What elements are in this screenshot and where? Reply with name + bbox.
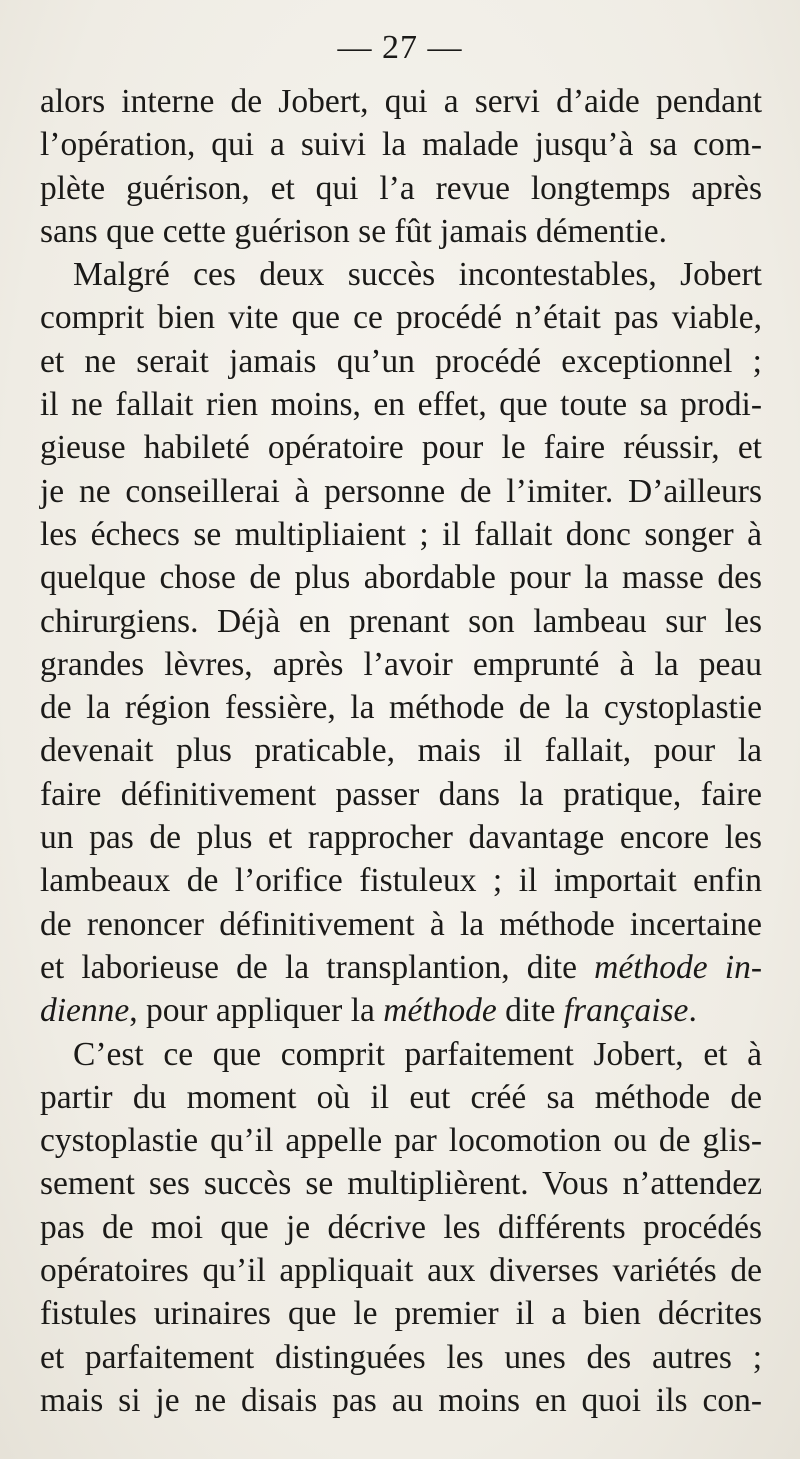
text-line: de renoncer définitivement à la méthode incertaine [40,905,762,943]
text-line: je ne conseillerai à personne de l’imiter. D’ailleurs [40,472,762,510]
text-line: grandes lèvres, après l’avoir emprunté à la peau [40,645,762,683]
paragraph [40,80,762,253]
text-line: et ne serait jamais qu’un procédé exceptionnel ; [40,342,762,380]
text-run: dite [496,992,564,1030]
text-line: les échecs se multipliaient ; il fallait donc songer à [40,515,762,553]
body-text [40,80,762,1422]
text-line: pas de moi que je décrive les différents procédés [40,1208,762,1246]
italic-run: française [563,992,689,1030]
paragraph [40,253,762,1032]
text-line: comprit bien vite que ce procédé n’était pas viable, [40,299,762,337]
text-run: et laborieuse de la transplantion, dite [40,948,595,986]
text-line: quelque chose de plus abordable pour la masse des [40,559,762,597]
text-line: partir du moment où il eut créé sa méthode de [40,1078,762,1116]
text-line: opératoires qu’il appliquait aux diverses variétés de [40,1252,762,1290]
italic-run: méthode [383,992,497,1030]
text-line: plète guérison, et qui l’a revue longtemps après [40,169,762,207]
italic-run: méthode in- [594,948,763,986]
text-line: il ne fallait rien moins, en effet, que toute sa prodi- [40,386,762,424]
text-run: , pour appliquer la [129,992,384,1030]
text-line: alors interne de Jobert, qui a servi d’aide pendant [40,83,762,120]
text-line: fistules urinaires que le premier il a bien décrites [40,1295,762,1333]
text-line: faire définitivement passer dans la pratique, faire [40,775,762,813]
text-line: sans que cette guérison se fût jamais démentie. [40,212,667,250]
text-line [40,989,762,1032]
text-line: de la région fessière, la méthode de la cystoplastie [40,689,762,727]
italic-run: dienne [40,992,130,1030]
text-line: lambeaux de l’orifice fistuleux ; il importait enfin [40,862,762,900]
text-line [40,946,762,989]
text-line: mais si je ne disais pas au moins en quoi ils con- [40,1381,762,1419]
text-line: Malgré ces deux succès incontestables, Jobert [73,256,762,294]
text-line: devenait plus praticable, mais il fallait, pour la [40,732,762,770]
text-line: sement ses succès se multiplièrent. Vous n’attendez [40,1165,762,1203]
page-number: — 27 — [337,29,463,66]
text-line: cystoplastie qu’il appelle par locomotion ou de glis- [40,1122,762,1160]
text-line: gieuse habileté opératoire pour le faire réussir, et [40,429,762,467]
text-run: . [688,992,697,1030]
text-line: un pas de plus et rapprocher davantage encore les [40,819,762,857]
text-line: C’est ce que comprit parfaitement Jobert, et à [73,1035,762,1073]
paragraph [40,1033,762,1423]
text-line: et parfaitement distinguées les unes des autres ; [40,1338,762,1376]
text-line: l’opération, qui a suivi la malade jusqu’à sa com- [40,126,762,164]
text-line: chirurgiens. Déjà en prenant son lambeau sur les [40,602,762,640]
